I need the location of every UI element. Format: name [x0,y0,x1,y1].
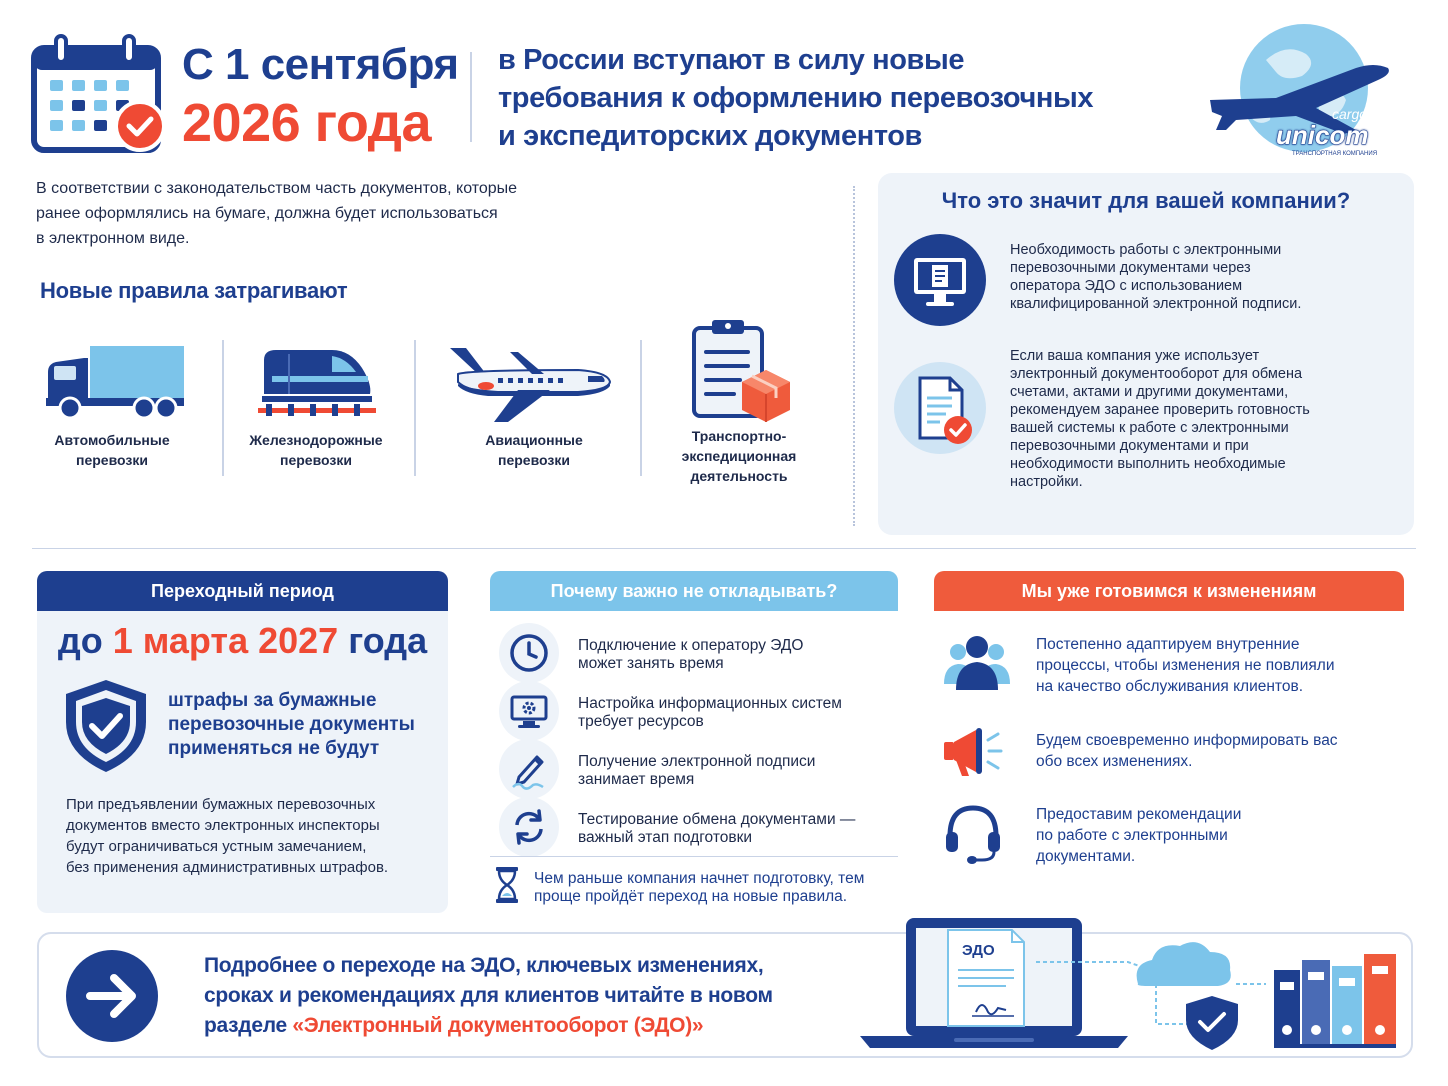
why-text-line: Получение электронной подписи [578,753,816,770]
clipboard-box-icon [690,318,794,422]
note-text-line: будут ограничиваться устным замечанием, [66,838,367,855]
why-text-line: может занять время [578,655,724,672]
logo-tagline: ТРАНСПОРТНАЯ КОМПАНИЯ [1292,151,1378,157]
meaning-text-line: квалифицированной электронной подписи. [1010,296,1302,312]
rules-item-label: Транспортно- [691,428,787,444]
logo-word-small: cargo [1332,106,1368,122]
rules-title: Новые правила затрагивают [40,278,348,303]
clock-icon [499,623,559,683]
more-info-text: разделе [204,1014,293,1037]
header-date-line2: 2026 года [182,93,431,153]
prep-text-line: документами. [1036,848,1136,865]
rules-item-label: Авиационные [485,432,583,448]
transport-separator [414,340,416,476]
why-divider [490,856,898,857]
meaning-text-line: вашей системы к работе с электронными [1010,420,1289,436]
transition-title: Переходный период [37,571,448,611]
calendar-check-icon [30,34,170,154]
meaning-text-line: Необходимость работы с электронными [1010,242,1282,258]
why-text-line: Настройка информационных систем [578,695,842,712]
prep-text-line: процессы, чтобы изменения не повлияли [1036,657,1335,674]
header-divider [470,52,472,142]
note-text-line: При предъявлении бумажных перевозочных [66,796,376,813]
company-logo [1206,20,1406,160]
more-info-strong: Подробнее [204,954,317,977]
meaning-text-line: оператора ЭДО с использованием [1010,278,1243,294]
monitor-gear-icon [499,681,559,741]
deadline-date: 1 марта 2027 [112,620,339,661]
rules-item-label: перевозки [76,452,148,468]
why-text-line: Тестирование обмена документами — [578,811,856,828]
laptop-doc-label: ЭДО [962,942,995,959]
transport-separator [222,340,224,476]
meaning-text-line: рекомендуем заранее проверить готовность [1010,402,1310,418]
headline-line: требования к оформлению перевозочных [498,82,1094,114]
why-text-line: Подключение к оператору ЭДО [578,637,804,654]
prep-text-line: Постепенно адаптируем внутренние [1036,636,1300,653]
train-icon [258,346,376,418]
rules-item-label: перевозки [498,452,570,468]
rules-item-label: перевозки [280,452,352,468]
meaning-text-line: настройки. [1010,474,1083,490]
logo-word-main: unicom [1276,120,1369,150]
section-divider [853,186,855,526]
rules-item-rail [234,430,398,470]
shield-check-icon [62,678,150,774]
meaning-text-line: счетами, актами и другими документами, [1010,384,1289,400]
why-text-line: занимает время [578,771,695,788]
rules-item-label: деятельность [690,468,788,484]
horizontal-divider [32,548,1416,549]
rules-item-label: экспедиционная [681,448,797,464]
prep-text-line: обо всех изменениях. [1036,753,1193,770]
truck-icon [44,344,186,420]
more-info-line [204,1014,703,1038]
arrow-right-icon[interactable] [66,950,158,1042]
why-title: Почему важно не откладывать? [490,571,898,611]
meaning-text-line: Если ваша компания уже использует [1010,348,1260,364]
document-check-icon [894,362,986,454]
team-icon [942,634,1012,692]
headline-line: и экспедиторских документов [498,120,922,152]
intro-text-line: в электронном виде. [36,230,190,247]
laptop-edo-illustration [856,912,1402,1058]
meaning-text-line: электронный документооборот для обмена [1010,366,1303,382]
header-date-line1: С 1 сентября [182,40,459,89]
note-text-line: без применения административных штрафов. [66,859,389,876]
fine-text-line: применяться не будут [168,738,380,759]
headline-line: в России вступают в силу новые [498,44,965,76]
rules-item-label: Автомобильные [54,432,170,448]
more-info-line: сроках и рекомендациях для клиентов читайте в новом [204,984,773,1007]
intro-text-line: В соответствии с законодательством часть документов, которые [36,180,518,197]
why-text-line: важный этап подготовки [578,829,753,846]
prep-text-line: Предоставим рекомендации [1036,806,1242,823]
fine-text-line: штрафы за бумажные [168,690,377,711]
more-info-line [204,954,763,978]
deadline-prefix: до [57,620,103,661]
fine-text-line: перевозочные документы [168,714,415,735]
prep-title: Мы уже готовимся к изменениям [934,571,1404,611]
intro-text-line: ранее оформлялись на бумаге, должна будет использоваться [36,205,498,222]
transport-separator [640,340,642,476]
rules-item-label: Железнодорожные [249,432,383,448]
hourglass-icon [494,866,520,904]
note-text-line: документов вместо электронных инспекторы [66,817,380,834]
headset-icon [942,802,1004,866]
sync-icon [499,797,559,857]
transition-deadline [37,620,448,662]
deadline-suffix: года [348,620,428,661]
meaning-text-line: перевозочными документами через [1010,260,1251,276]
meaning-text-line: необходимости выполнить необходимые [1010,456,1286,472]
rules-item-forwarding [664,426,814,486]
why-tip-line: проще пройдёт переход на новые правила. [534,888,848,905]
megaphone-icon [942,724,1004,782]
prep-text-line: Будем своевременно информировать вас [1036,732,1338,749]
why-tip-line: Чем раньше компания начнет подготовку, тем [534,870,865,887]
meaning-text-line: перевозочными документами и при [1010,438,1249,454]
prep-text-line: на качество обслуживания клиентов. [1036,678,1304,695]
airplane-icon [448,344,614,424]
pen-signature-icon [499,739,559,799]
meaning-title: Что это значит для вашей компании? [941,188,1351,213]
edo-section-link[interactable]: «Электронный документооборот (ЭДО)» [292,1014,704,1037]
more-info-text: о переходе на ЭДО, ключевых изменениях, [316,954,764,977]
rules-item-road [40,430,184,470]
prep-text-line: по работе с электронными [1036,827,1228,844]
rules-item-air [460,430,608,470]
why-text-line: требует ресурсов [578,713,704,730]
monitor-document-icon [894,234,986,326]
